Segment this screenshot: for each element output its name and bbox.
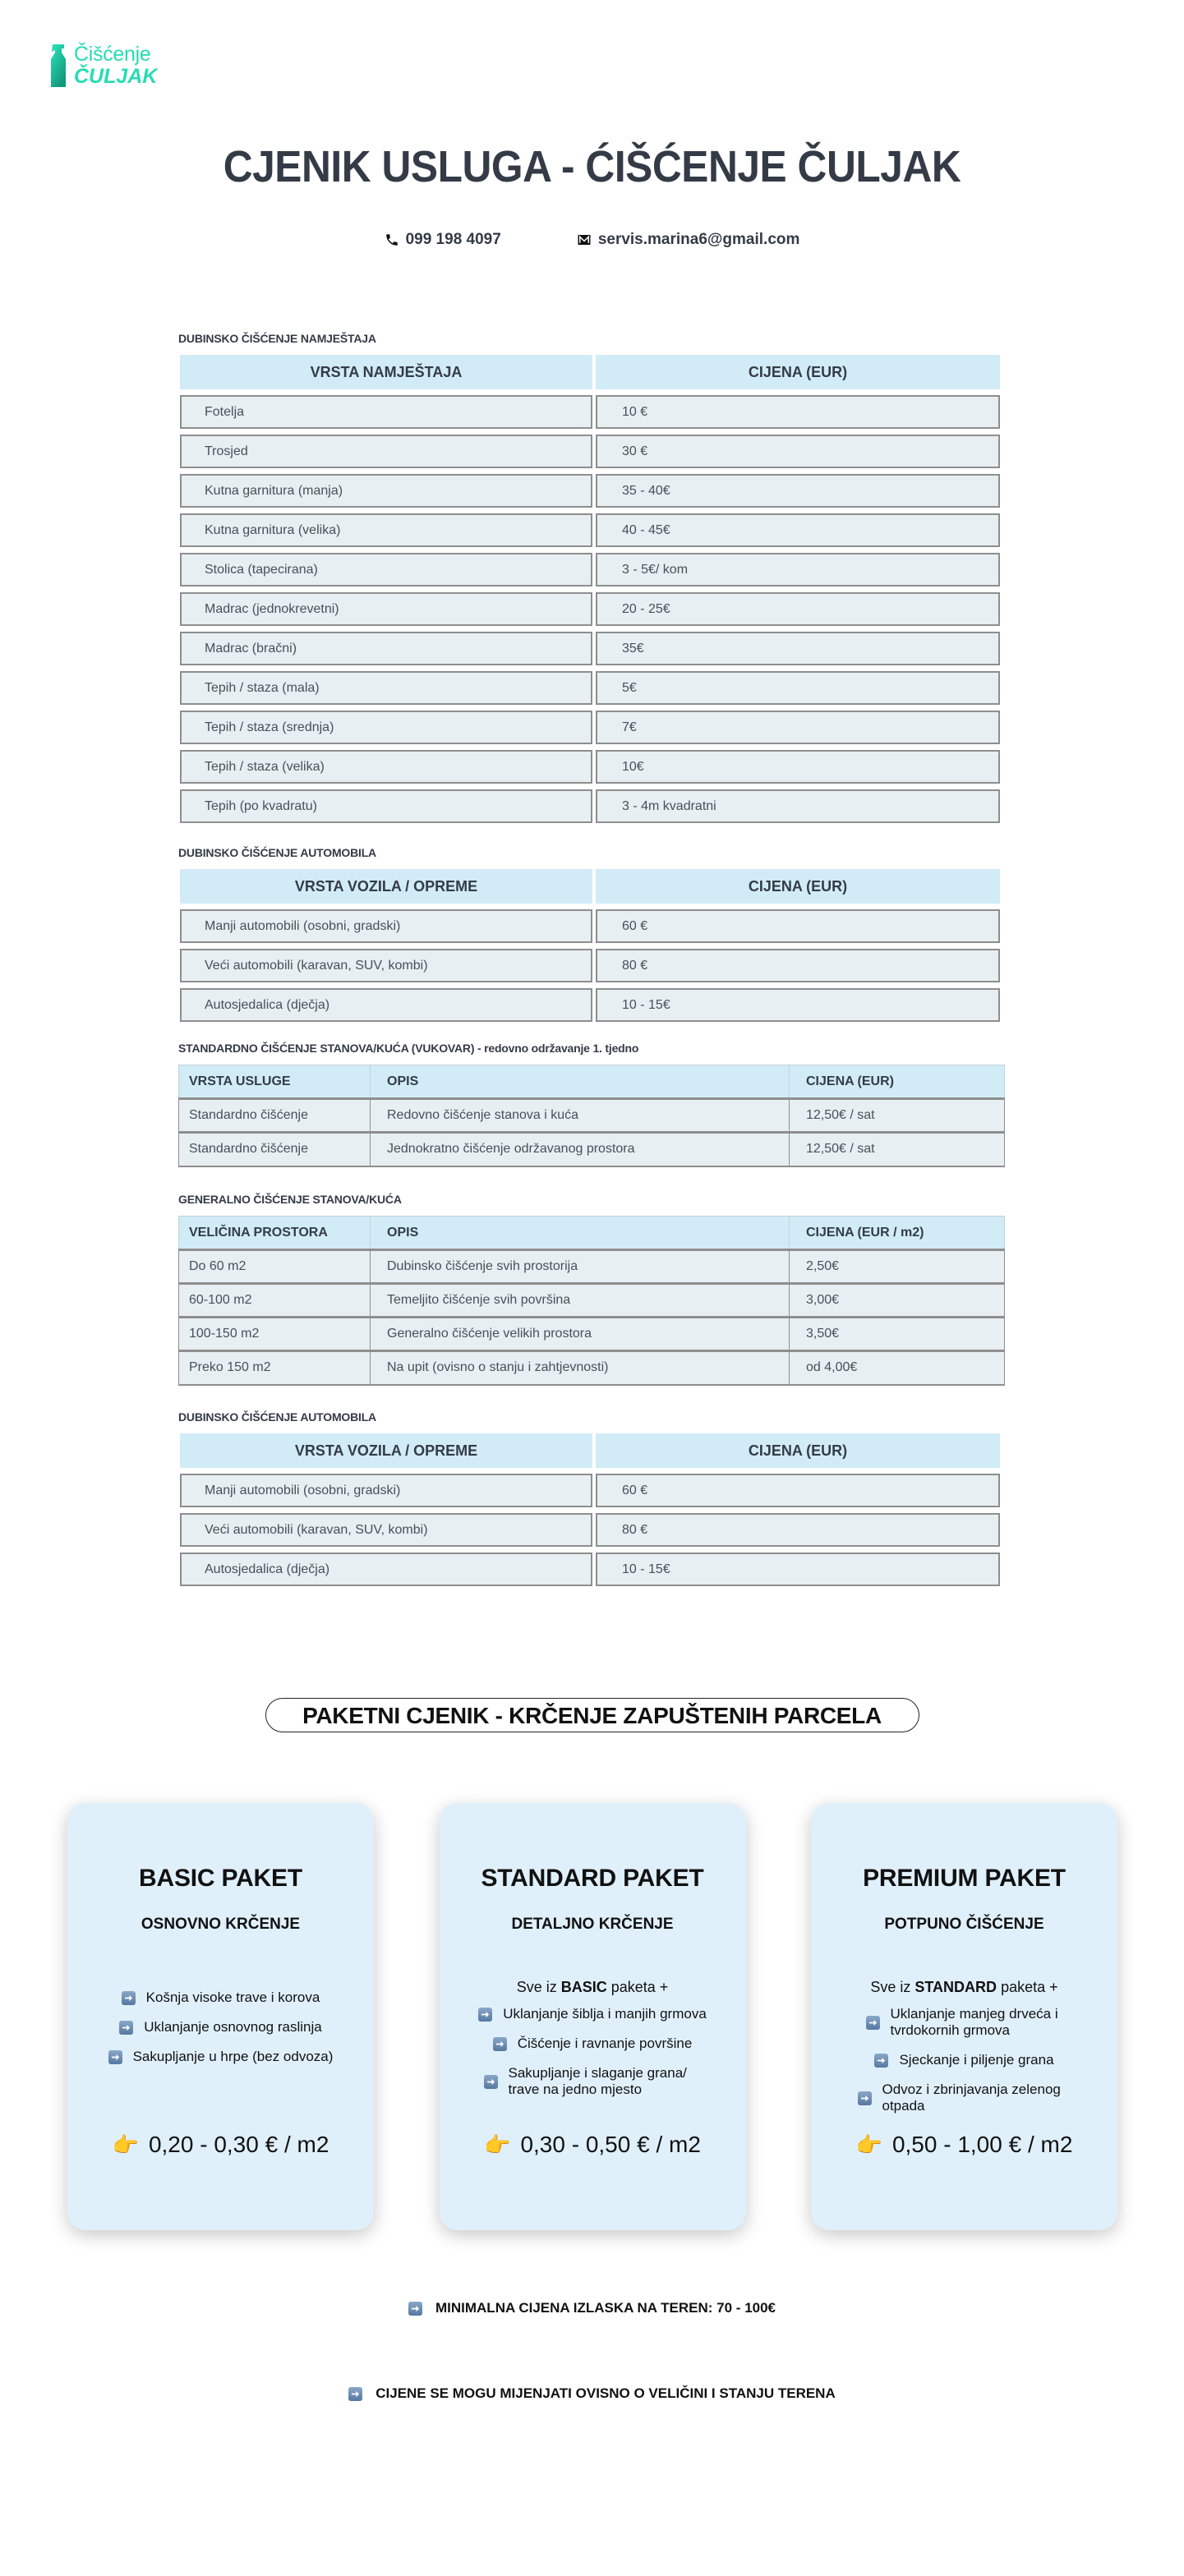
- table-row: [180, 1474, 1000, 1507]
- space-size: Preko 150 m2: [179, 1351, 371, 1385]
- item-price: 80 €: [596, 949, 1000, 982]
- column-header: VRSTA VOZILA / OPREME: [180, 869, 592, 904]
- package-card-premium[interactable]: [811, 1803, 1117, 2230]
- standard-cleaning-table: [178, 1065, 1005, 1167]
- car-price-table: [177, 863, 1003, 1028]
- contact-info: [0, 231, 1184, 249]
- page-title: CJENIK USLUGA - ĆIŠĆENJE ČULJAK: [223, 142, 961, 191]
- item-name: Kutna garnitura (manja): [180, 474, 592, 508]
- arrow-right-icon: [493, 2037, 507, 2051]
- feature-item: Čišćenje i ravnanje površine: [440, 2036, 746, 2052]
- logo[interactable]: [51, 44, 157, 87]
- car-cleaning-section: [178, 846, 1005, 1028]
- arrow-right-icon: [119, 2021, 133, 2035]
- item-price: 60 €: [596, 1474, 1000, 1507]
- packages-header: [0, 1698, 1184, 1732]
- table-row: [180, 513, 1000, 547]
- item-name: Tepih (po kvadratu): [180, 789, 592, 823]
- table-row: [180, 1513, 1000, 1547]
- table-row: [180, 632, 1000, 665]
- feature-item: Sakupljanje u hrpe (bez odvoza): [67, 2049, 374, 2065]
- package-name: BASIC PAKET: [139, 1865, 302, 1892]
- column-header: VRSTA NAMJEŠTAJA: [180, 355, 592, 389]
- item-price: 30 €: [596, 435, 1000, 468]
- service-price: 3,00€: [790, 1284, 1005, 1318]
- item-price: 3 - 4m kvadratni: [596, 789, 1000, 823]
- item-price: 60 €: [596, 909, 1000, 943]
- email-contact[interactable]: [577, 231, 800, 249]
- arrow-right-icon: [866, 2016, 880, 2030]
- package-price: 👉 0,50 - 1,00 € / m2: [855, 2132, 1073, 2157]
- package-intro: Sve iz BASIC paketa +: [516, 1979, 669, 1995]
- service-description: Na upit (ovisno o stanju i zahtjevnosti): [371, 1351, 790, 1385]
- service-price: 12,50€ / sat: [790, 1099, 1005, 1133]
- disclaimer-note: CIJENE SE MOGU MIJENJATI OVISNO O VELIČINI I STANJU TERENA: [0, 2385, 1184, 2402]
- item-price: 7€: [596, 711, 1000, 744]
- email-address: servis.marina6@gmail.com: [597, 231, 800, 248]
- item-name: Trosjed: [180, 435, 592, 468]
- table-row: [180, 949, 1000, 982]
- service-type: Standardno čišćenje: [179, 1133, 371, 1166]
- item-name: Autosjedalica (dječja): [180, 1552, 592, 1586]
- item-name: Madrac (bračni): [180, 632, 592, 665]
- arrow-right-icon: [858, 2091, 872, 2105]
- section-title: STANDARDNO ČIŠĆENJE STANOVA/KUĆA (VUKOVAR) - redovno održavanje 1. tjedno: [178, 1042, 639, 1055]
- service-description: Redovno čišćenje stanova i kuća: [371, 1099, 790, 1133]
- arrow-right-icon: [108, 2050, 122, 2064]
- item-price: 20 - 25€: [596, 592, 1000, 626]
- space-size: 60-100 m2: [179, 1284, 371, 1318]
- service-description: Generalno čišćenje velikih prostora: [371, 1318, 790, 1351]
- spray-bottle-icon: [51, 44, 67, 87]
- package-subtitle: POTPUNO ČIŠĆENJE: [884, 1916, 1044, 1933]
- item-price: 3 - 5€/ kom: [596, 553, 1000, 586]
- item-name: Veći automobili (karavan, SUV, kombi): [180, 949, 592, 982]
- column-header: CIJENA (EUR): [790, 1065, 1005, 1099]
- item-name: Manji automobili (osobni, gradski): [180, 1474, 592, 1507]
- table-row: [180, 988, 1000, 1022]
- furniture-section: [178, 332, 1005, 829]
- item-price: 10 €: [596, 395, 1000, 429]
- feature-item: Sjeckanje i piljenje grana: [811, 2052, 1117, 2068]
- table-row: [180, 474, 1000, 508]
- table-row: [179, 1284, 1005, 1318]
- arrow-right-icon: [408, 2302, 422, 2316]
- packages-title: PAKETNI CJENIK - KRČENJE ZAPUŠTENIH PARCELA: [265, 1698, 919, 1732]
- package-card-standard[interactable]: [440, 1803, 746, 2230]
- item-price: 35€: [596, 632, 1000, 665]
- space-size: 100-150 m2: [179, 1318, 371, 1351]
- table-row: [180, 592, 1000, 626]
- car-price-table-2: [177, 1428, 1003, 1592]
- column-header: CIJENA (EUR): [596, 355, 1000, 389]
- service-price: 3,50€: [790, 1318, 1005, 1351]
- package-intro: Sve iz STANDARD paketa +: [870, 1979, 1058, 1995]
- table-row: [179, 1133, 1005, 1166]
- column-header: OPIS: [371, 1065, 790, 1099]
- table-row: [179, 1250, 1005, 1284]
- package-features: [67, 1990, 374, 2065]
- package-subtitle: DETALJNO KRČENJE: [511, 1916, 674, 1933]
- phone-number: 099 198 4097: [405, 231, 501, 248]
- column-header: VELIČINA PROSTORA: [179, 1217, 371, 1250]
- service-price: 12,50€ / sat: [790, 1133, 1005, 1166]
- service-price: 2,50€: [790, 1250, 1005, 1284]
- arrow-right-icon: [348, 2387, 362, 2401]
- item-price: 35 - 40€: [596, 474, 1000, 508]
- column-header: OPIS: [371, 1217, 790, 1250]
- arrow-right-icon: [484, 2075, 498, 2089]
- item-name: Veći automobili (karavan, SUV, kombi): [180, 1513, 592, 1547]
- table-row: [180, 395, 1000, 429]
- table-row: [180, 789, 1000, 823]
- furniture-price-table: [177, 349, 1003, 829]
- service-description: Dubinsko čišćenje svih prostorija: [371, 1250, 790, 1284]
- service-price: od 4,00€: [790, 1351, 1005, 1385]
- feature-item: Uklanjanje manjeg drveća i tvrdokornih grmova: [811, 2006, 1117, 2039]
- item-price: 10€: [596, 750, 1000, 784]
- pointing-hand-icon: 👉: [112, 2132, 139, 2157]
- section-title: DUBINSKO ČIŠĆENJE AUTOMOBILA: [178, 846, 376, 859]
- service-type: Standardno čišćenje: [179, 1099, 371, 1133]
- standard-cleaning-section: [178, 1042, 1005, 1167]
- item-price: 10 - 15€: [596, 988, 1000, 1022]
- table-row: [180, 1552, 1000, 1586]
- pointing-hand-icon: 👉: [855, 2132, 882, 2157]
- section-title: GENERALNO ČIŠĆENJE STANOVA/KUĆA: [178, 1193, 402, 1206]
- table-row: [180, 909, 1000, 943]
- item-name: Autosjedalica (dječja): [180, 988, 592, 1022]
- column-header: VRSTA USLUGE: [179, 1065, 371, 1099]
- column-header: VRSTA VOZILA / OPREME: [180, 1433, 592, 1468]
- general-cleaning-table: [178, 1216, 1005, 1386]
- arrow-right-icon: [478, 2008, 492, 2022]
- package-card-basic[interactable]: [67, 1803, 374, 2230]
- feature-item: Sakupljanje i slaganje grana/ trave na jedno mjesto: [440, 2065, 746, 2098]
- package-cards: [67, 1803, 1117, 2230]
- general-cleaning-section: [178, 1193, 1005, 1386]
- arrow-right-icon: [122, 1991, 136, 2005]
- email-icon: [577, 232, 592, 247]
- section-title: DUBINSKO ČIŠĆENJE NAMJEŠTAJA: [178, 332, 376, 345]
- table-row: [180, 671, 1000, 705]
- item-price: 80 €: [596, 1513, 1000, 1547]
- min-price-note: MINIMALNA CIJENA IZLASKA NA TEREN: 70 - 100€: [0, 2300, 1184, 2316]
- column-header: CIJENA (EUR): [596, 869, 1000, 904]
- space-size: Do 60 m2: [179, 1250, 371, 1284]
- item-name: Madrac (jednokrevetni): [180, 592, 592, 626]
- item-price: 5€: [596, 671, 1000, 705]
- table-row: [180, 711, 1000, 744]
- package-price: 👉 0,20 - 0,30 € / m2: [112, 2132, 329, 2157]
- item-name: Fotelja: [180, 395, 592, 429]
- table-row: [179, 1099, 1005, 1133]
- column-header: CIJENA (EUR): [596, 1433, 1000, 1468]
- feature-item: Odvoz i zbrinjavanja zelenog otpada: [811, 2082, 1117, 2114]
- service-description: Temeljito čišćenje svih površina: [371, 1284, 790, 1318]
- item-name: Tepih / staza (mala): [180, 671, 592, 705]
- section-title: DUBINSKO ČIŠĆENJE AUTOMOBILA: [178, 1410, 376, 1424]
- table-row: [180, 750, 1000, 784]
- logo-line1: Čišćenje: [74, 43, 151, 66]
- package-features: [811, 2006, 1117, 2114]
- item-name: Tepih / staza (srednja): [180, 711, 592, 744]
- phone-contact[interactable]: [385, 231, 501, 249]
- pointing-hand-icon: 👉: [484, 2132, 511, 2157]
- car-cleaning-section-2: [178, 1410, 1005, 1592]
- item-name: Manji automobili (osobni, gradski): [180, 909, 592, 943]
- feature-item: Uklanjanje šiblja i manjih grmova: [440, 2006, 746, 2022]
- item-price: 40 - 45€: [596, 513, 1000, 547]
- column-header: CIJENA (EUR / m2): [790, 1217, 1005, 1250]
- table-row: [179, 1318, 1005, 1351]
- item-name: Tepih / staza (velika): [180, 750, 592, 784]
- package-name: PREMIUM PAKET: [863, 1865, 1066, 1892]
- feature-item: Košnja visoke trave i korova: [67, 1990, 374, 2006]
- package-features: [440, 2006, 746, 2098]
- item-name: Stolica (tapecirana): [180, 553, 592, 586]
- phone-icon: [385, 232, 399, 247]
- feature-item: Uklanjanje osnovnog raslinja: [67, 2019, 374, 2036]
- item-price: 10 - 15€: [596, 1552, 1000, 1586]
- table-row: [180, 553, 1000, 586]
- item-name: Kutna garnitura (velika): [180, 513, 592, 547]
- table-row: [179, 1351, 1005, 1385]
- package-subtitle: OSNOVNO KRČENJE: [141, 1916, 301, 1933]
- table-row: [180, 435, 1000, 468]
- logo-line2: ČULJAK: [74, 65, 158, 88]
- service-description: Jednokratno čišćenje održavanog prostora: [371, 1133, 790, 1166]
- package-price: 👉 0,30 - 0,50 € / m2: [484, 2132, 701, 2157]
- package-name: STANDARD PAKET: [481, 1865, 704, 1892]
- arrow-right-icon: [874, 2054, 888, 2068]
